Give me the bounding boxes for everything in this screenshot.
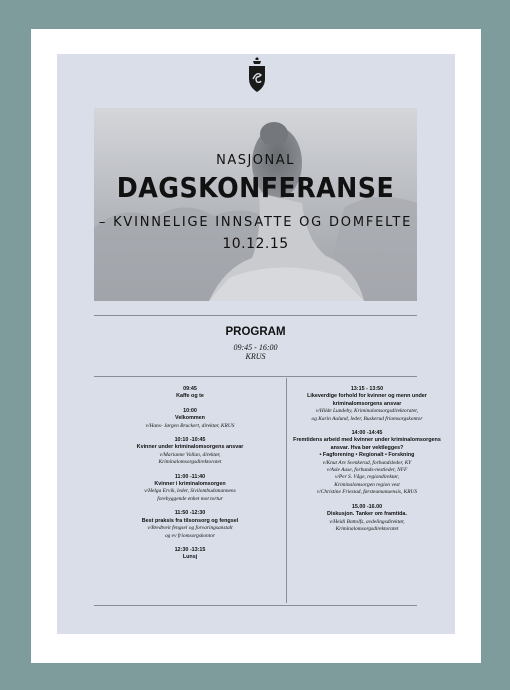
divider-top [94, 315, 417, 316]
program-title: PROGRAM [225, 326, 286, 338]
item-title: Velkommen [175, 415, 205, 422]
column-divider [286, 378, 287, 603]
program-item [100, 386, 280, 401]
program-item [100, 408, 280, 430]
program-item [292, 504, 442, 534]
item-title: Kaffe og te [176, 393, 204, 400]
divider-middle [94, 376, 417, 377]
header-kicker: NASJONAL [216, 153, 295, 168]
item-speaker: v/Asle Aase, forbunds-nestleder, NFF [326, 467, 408, 474]
item-time: 10:00 [183, 407, 197, 414]
item-time: 15.00 -16.00 [351, 503, 383, 510]
item-speaker: forebyggende enhet mot tortur [157, 495, 223, 502]
item-time: 10:10 -10:45 [174, 437, 206, 444]
program-column-right [292, 386, 442, 540]
item-title: Lunsj [182, 554, 198, 561]
program-item [292, 386, 442, 423]
item-title: Best praksis fra tilsonsorg og fengsel [141, 517, 239, 524]
program-column-left [100, 386, 280, 569]
item-speaker: og Karin Aalund, leder, Buskerud friomsorgskontor [311, 415, 423, 422]
item-time: 11:50 -12:30 [174, 510, 206, 517]
item-time: 11:00 -11:40 [174, 473, 206, 480]
item-topics: • Fagforening • Regionalt • Forskning [319, 452, 415, 459]
program-time-place [94, 343, 417, 361]
item-title: Kvinner under kriminalomsorgens ansvar [136, 444, 244, 451]
event-date: 10.12.15 [222, 236, 289, 252]
item-speaker: v/Heidi Bottolfs, avdelingsdirektør, [329, 518, 405, 525]
item-speaker: v/Marianne Vollan, direktør, [159, 451, 221, 458]
item-speaker: v/Hans- Jørgen Bruckert, direktør, KRUS [145, 422, 235, 429]
program-item [100, 437, 280, 467]
divider-bottom [94, 605, 417, 606]
item-time: 13:15 - 13:50 [350, 386, 384, 392]
item-time: 14:00 -14:45 [351, 430, 383, 437]
header-photo [94, 108, 417, 301]
item-title: Likeverdige forhold for kvinner og menn under kriminalomsorgens ansvar [307, 393, 427, 407]
program-item [100, 547, 280, 562]
item-title: Kvinner i kriminalomsorgen [154, 481, 226, 488]
program-item [100, 510, 280, 540]
item-speaker: v/Knut Are Svenkerud, forbundsleder, KY [322, 459, 412, 466]
item-title: Diskusjon. Tanker om framtida. [327, 511, 407, 518]
item-speaker: Kriminalomsorgen region vest [334, 481, 400, 488]
item-time: 09:45 [183, 386, 197, 392]
program-place: KRUS [245, 352, 266, 361]
item-speaker: v/Bredtveit fengsel og forvaringsanstalt [147, 525, 233, 532]
item-time: 12:30 -13:15 [174, 546, 206, 553]
program-item [100, 474, 280, 504]
item-speaker: v/Hilde Lundeby, Kriminalomsorgsdirektoratet, [315, 408, 419, 415]
program-time: 09:45 - 16:00 [233, 343, 278, 352]
page-title: DAGSKONFERANSE [116, 172, 395, 204]
kriminalomsorgen-emblem-icon [248, 57, 266, 93]
item-speaker: Kriminalomsorgsdirektoratet [158, 459, 222, 466]
program-item [292, 430, 442, 497]
item-speaker: Kriminalomsorgsdirektoratet [335, 525, 399, 532]
item-speaker: v/Per S. Våge, regiondirektør, [335, 474, 399, 481]
item-speaker: v/Helga Ervik, leder, Sivilombudsmannens [144, 488, 236, 495]
page-subtitle: – KVINNELIGE INNSATTE OG DOMFELTE [98, 215, 413, 230]
item-title: Fremtidens arbeid med kvinner under kriminalomsorgens ansvar. Hva bør vektlegges? [293, 437, 441, 451]
item-speaker: og ev friomsorgskontor [164, 532, 216, 539]
item-speaker: v/Christine Friestad, førsteamanuensis, KRUS [316, 489, 418, 496]
